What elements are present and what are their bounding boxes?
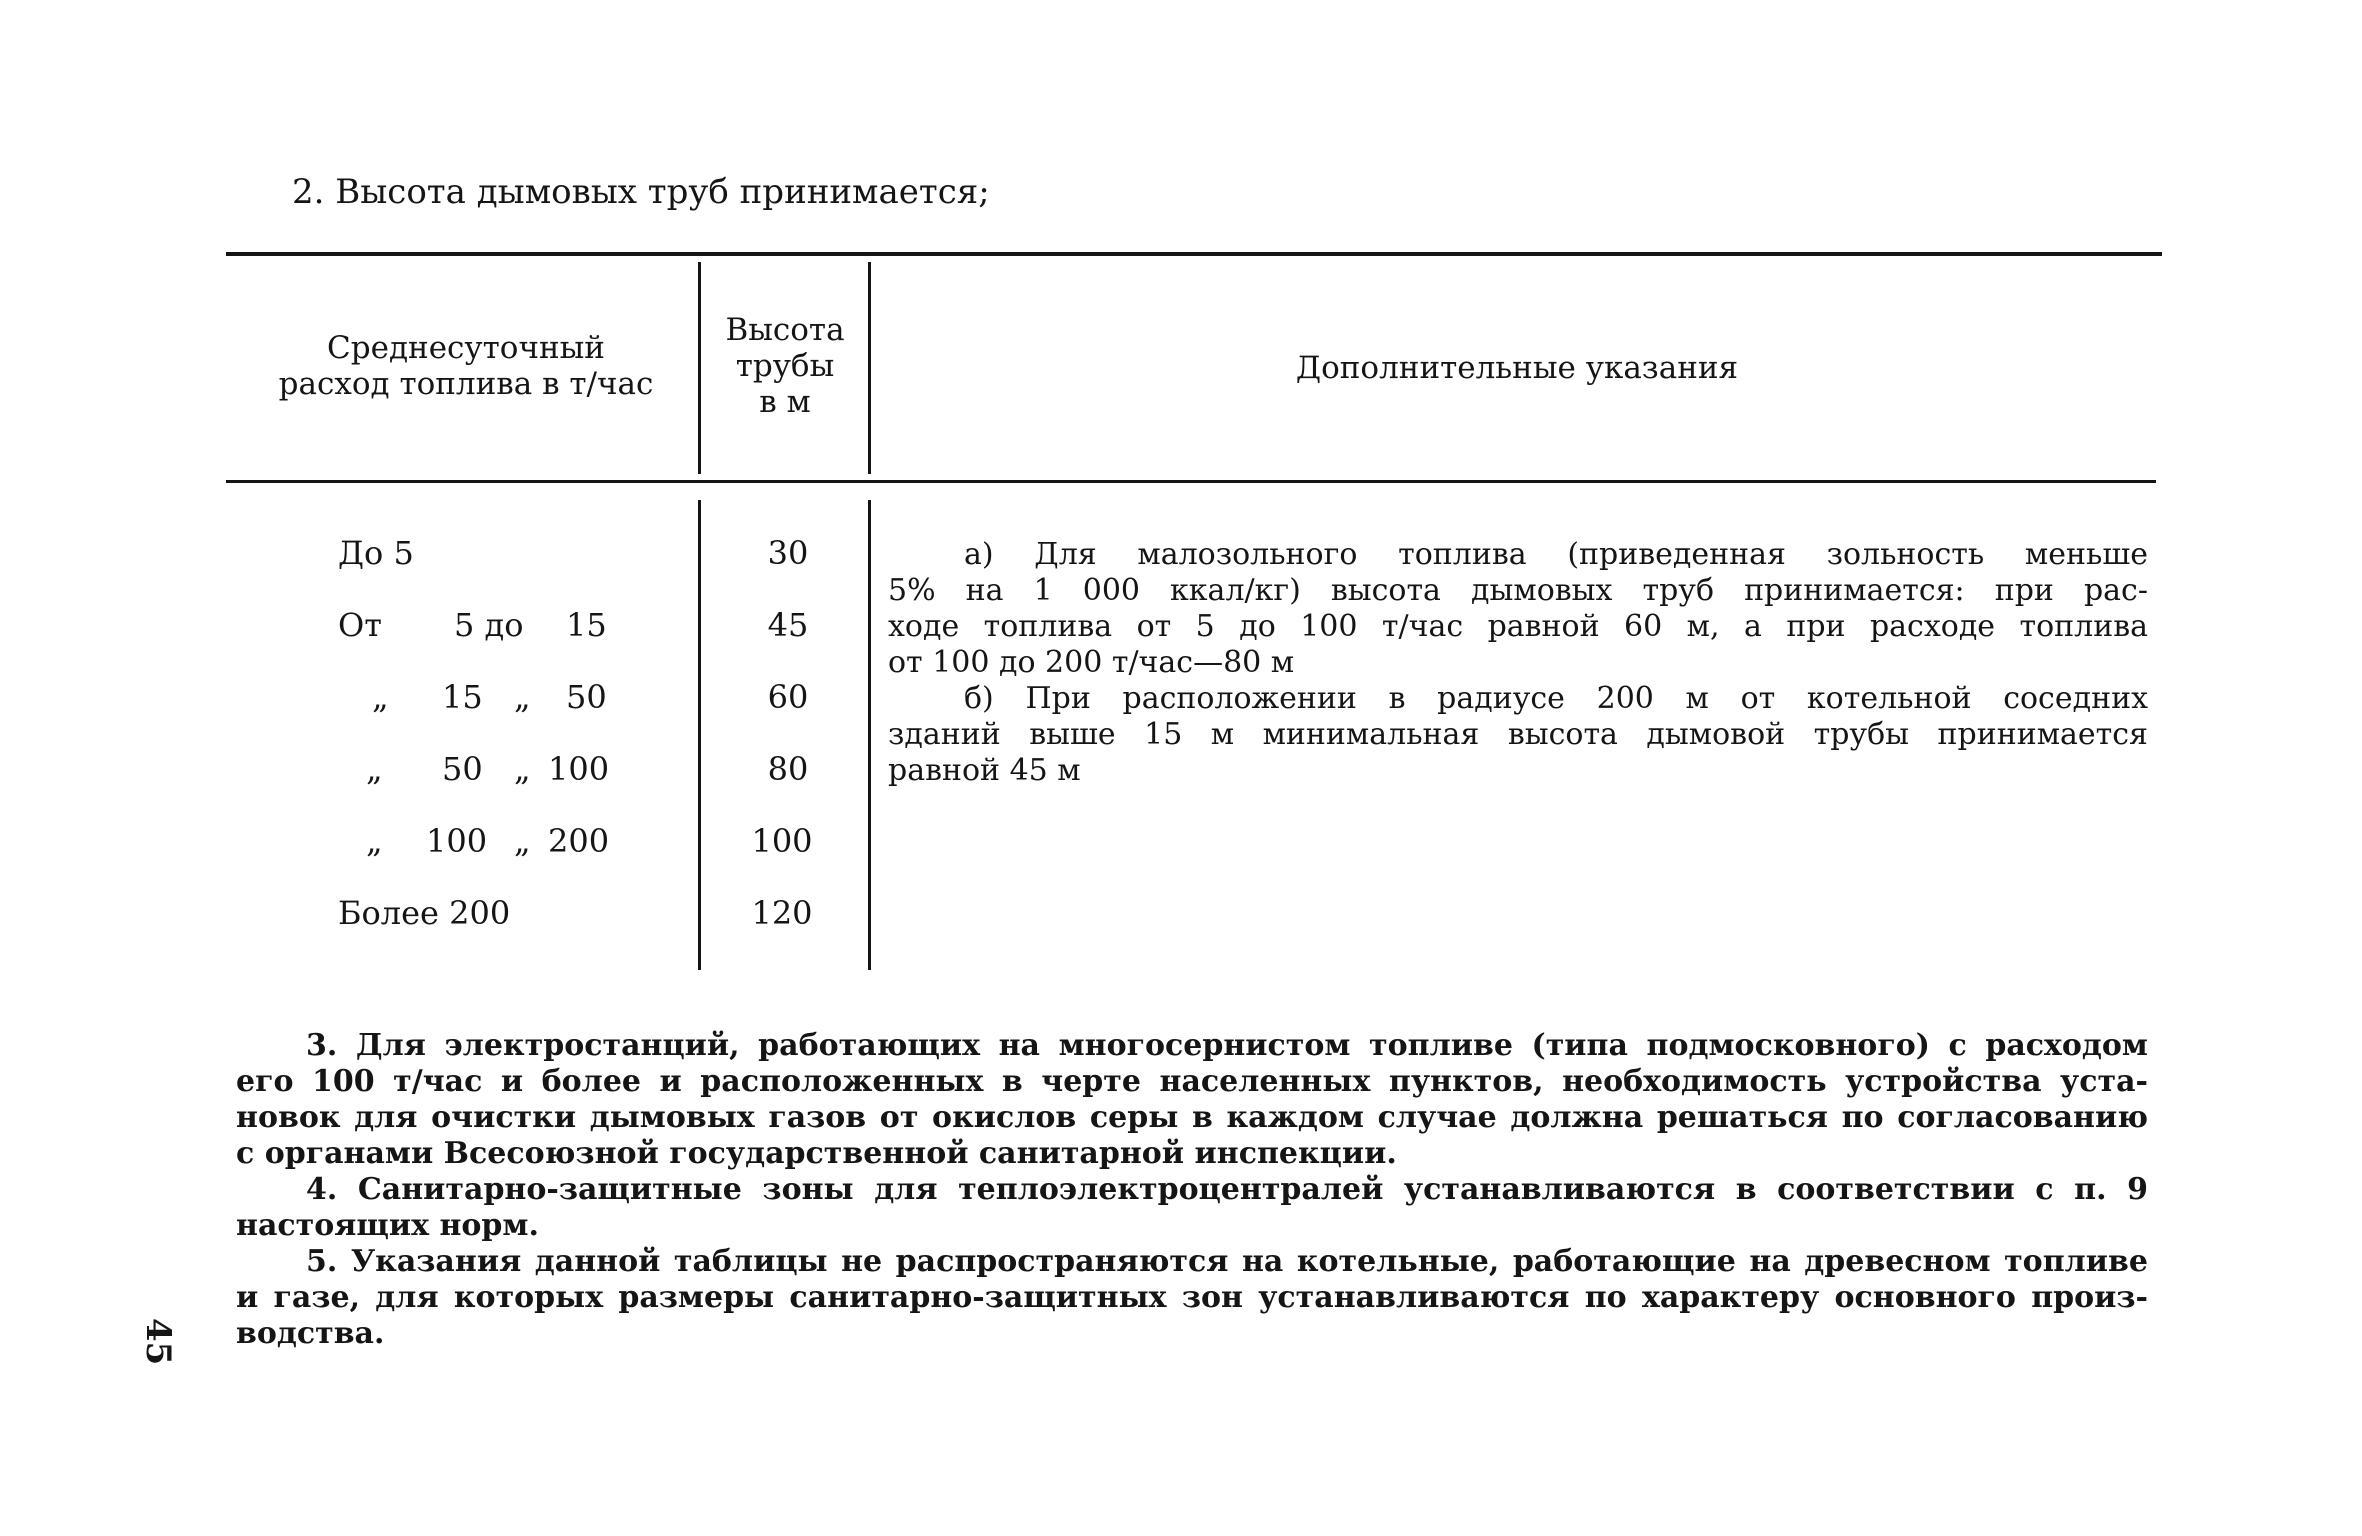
row-5-height: 100 (751, 822, 813, 860)
note-line-5: б) При расположении в радиусе 200 м от котельной соседних (964, 681, 2148, 716)
paragraph-5-line-3: водства. (236, 1316, 385, 1351)
row-4-height: 80 (767, 750, 809, 788)
row-4-upper: 100 (548, 750, 610, 788)
paragraph-4-line-2: настоящих норм. (236, 1208, 539, 1243)
row-3-lower: 15 (442, 678, 483, 716)
row-1-height: 30 (767, 534, 809, 572)
table-top-rule (226, 252, 2162, 256)
paragraph-3-line-4: с органами Всесоюзной государственной санитарной инспекции. (236, 1136, 1397, 1171)
header-consumption-line1: Среднесуточный (327, 330, 605, 366)
row-3-ditto-1: „ (372, 678, 389, 716)
row-6-range: Более 200 (338, 894, 511, 932)
note-line-6: зданий выше 15 м минимальная высота дымовой трубы принимается (888, 717, 2148, 752)
paragraph-3-line-1: 3. Для электростанций, работающих на многосернистом топливе (типа подмосковного) с расходом (306, 1028, 2148, 1063)
section-heading: 2. Высота дымовых труб принимается; (292, 172, 990, 212)
page-number: 45 (138, 1318, 178, 1366)
paragraph-5-line-1: 5. Указания данной таблицы не распространяются на котельные, работающие на древесном топливе (306, 1244, 2148, 1279)
row-2-lower: 5 до (454, 606, 524, 644)
row-1-range: До 5 (338, 534, 414, 572)
row-2-height: 45 (767, 606, 809, 644)
row-2-from: От (338, 606, 382, 644)
row-6-height: 120 (751, 894, 813, 932)
note-line-3: ходе топлива от 5 до 100 т/час равной 60 м, а при расходе топлива (888, 609, 2148, 644)
header-height (702, 312, 868, 420)
table-divider-2-body (868, 500, 871, 970)
paragraph-3-line-3: новок для очистки дымовых газов от окислов серы в каждом случае должна решаться по согласованию (236, 1100, 2148, 1135)
paragraph-5-line-2: и газе, для которых размеры санитарно-защитных зон устанавливаются по характеру основного произ- (236, 1280, 2148, 1315)
note-line-2: 5% на 1 000 ккал/кг) высота дымовых труб принимается: при рас- (888, 573, 2148, 608)
header-height-line3: в м (759, 384, 811, 420)
row-3-height: 60 (767, 678, 809, 716)
row-5-ditto-2: „ (514, 822, 531, 860)
row-4-ditto-1: „ (366, 750, 383, 788)
row-5-lower: 100 (426, 822, 488, 860)
note-line-1: а) Для малозольного топлива (приведенная зольность меньше (964, 537, 2148, 572)
row-3-ditto-2: „ (514, 678, 531, 716)
header-height-line2: трубы (735, 348, 835, 384)
paragraph-4-line-1: 4. Санитарно-защитные зоны для теплоэлектроцентралей устанавливаются в соответствии с п. 9 (306, 1172, 2148, 1207)
row-4-lower: 50 (442, 750, 483, 788)
header-consumption-line2: расход топлива в т/час (278, 366, 654, 402)
header-height-line1: Высота (725, 312, 845, 348)
row-5-upper: 200 (548, 822, 610, 860)
table-header-rule (226, 480, 2156, 483)
table-divider-1-body (698, 500, 701, 970)
note-line-4: от 100 до 200 т/час—80 м (888, 645, 1295, 680)
table-divider-1 (698, 262, 701, 474)
paragraph-3-line-2: его 100 т/час и более и расположенных в черте населенных пунктов, необходимость устройства уста- (236, 1064, 2148, 1099)
note-line-7: равной 45 м (888, 753, 1081, 788)
row-3-upper: 50 (566, 678, 607, 716)
header-consumption (236, 330, 696, 402)
row-5-ditto-1: „ (366, 822, 383, 860)
row-2-upper: 15 (566, 606, 607, 644)
row-4-ditto-2: „ (514, 750, 531, 788)
table-divider-2 (868, 262, 871, 474)
header-notes: Дополнительные указания (1295, 350, 1739, 386)
